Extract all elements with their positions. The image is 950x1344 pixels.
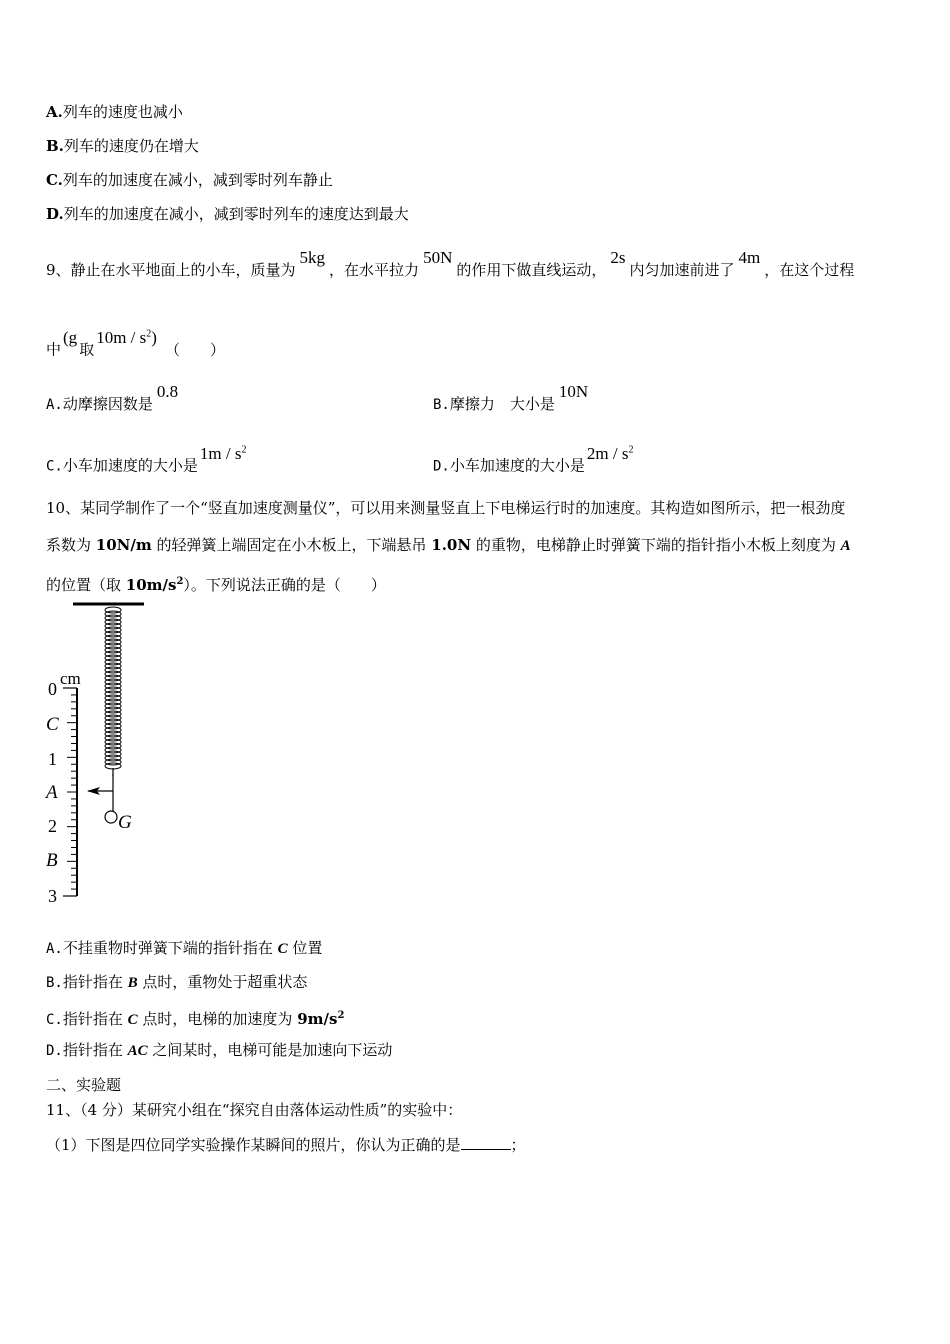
q9-g-exp: 2	[146, 328, 152, 339]
option-math	[200, 444, 247, 463]
option-letter: B.	[433, 397, 450, 413]
q10-stem-line1	[46, 498, 845, 518]
q9-option-a	[46, 382, 182, 415]
q10-option-c	[46, 1006, 344, 1030]
option-math-exp: 2	[241, 444, 247, 455]
q9-option-b	[433, 382, 592, 415]
ruler-minor-ticks	[67, 695, 77, 889]
option-letter: D.	[46, 1043, 63, 1059]
q10-text: ）。下列说法正确的是（ ）	[183, 576, 386, 594]
ruler-tick-3: 3	[48, 886, 57, 906]
option-math-exp: 2	[628, 444, 634, 455]
q9-text: 的作用下做直线运动，	[456, 261, 607, 279]
q9-answer-paren: （ ）	[164, 340, 225, 359]
ruler-unit: cm	[60, 669, 81, 688]
q10-option-a	[46, 938, 322, 959]
q9-g: (g	[63, 327, 78, 347]
q11-sub1	[46, 1135, 526, 1155]
q10-stem-line3	[46, 572, 386, 595]
q9-time: 2s	[610, 248, 626, 267]
answer-blank[interactable]	[461, 1135, 511, 1150]
option-letter: C.	[46, 1012, 63, 1028]
spring-coil	[105, 607, 121, 776]
option-text: 动摩擦因数是	[62, 395, 153, 413]
option-letter: A.	[46, 397, 63, 413]
option-text: 指针指在	[62, 973, 128, 991]
q8-option-c	[46, 170, 333, 190]
q9-text: ，在这个过程	[764, 261, 855, 279]
weight-label: G	[118, 812, 132, 833]
option-math-text: 2m / s	[586, 443, 629, 463]
q9-paren: )	[151, 327, 157, 347]
option-text: 小车加速度的大小是	[62, 456, 198, 475]
ruler-tick-1: 1	[48, 749, 57, 769]
q9-option-d	[433, 443, 637, 477]
option-letter: C.	[46, 458, 63, 475]
q10-stem-line2	[46, 535, 851, 556]
option-letter: A.	[46, 103, 63, 121]
q10-text: 的轻弹簧上端固定在小木板上，下端悬吊	[151, 536, 432, 554]
q11-sub1-text: （1）下图是四位同学实验操作某瞬间的照片，你认为正确的是	[46, 1136, 461, 1154]
option-text: 不挂重物时弹簧下端的指针指在	[62, 939, 278, 957]
ruler-tick-0: 0	[48, 679, 57, 699]
section-title: 二、实验题	[46, 1076, 122, 1094]
q10-spring-constant: 10N/m	[95, 536, 152, 554]
option-text: 指针指在	[62, 1010, 128, 1028]
q10-option-b	[46, 972, 307, 993]
q10-point-a: A	[840, 538, 851, 554]
option-text: 点时，重物处于超重状态	[137, 973, 308, 991]
q10-text: 的位置（取	[46, 576, 126, 594]
q9-g-value-text: 10m / s	[96, 327, 147, 347]
option-math	[587, 444, 634, 463]
q10-text: 10、某同学制作了一个“竖直加速度测量仪”，可以用来测量竖直上下电梯运行时的加速度。其构造如图所示，把一根劲度	[46, 499, 846, 517]
q9-g-value	[96, 328, 157, 347]
q9-text: 取	[79, 340, 95, 359]
q8-option-d	[46, 204, 409, 224]
q11-sub1-end: ；	[510, 1136, 526, 1154]
q9-distance: 4m	[738, 248, 761, 267]
option-text: 位置	[287, 939, 323, 957]
option-letter: D.	[433, 458, 450, 475]
option-text: 摩擦力 大小是	[449, 395, 555, 413]
option-letter: D.	[46, 205, 64, 223]
option-text: 小车加速度的大小是	[449, 456, 585, 475]
q9-text: 9、静止在水平地面上的小车，质量为	[46, 261, 296, 279]
option-math: 10N	[558, 382, 589, 401]
q10-weight: 1.0N	[431, 536, 472, 554]
weight-ball	[105, 811, 117, 823]
q10-g-value: 10m/s	[125, 576, 177, 594]
q9-text: ，在水平拉力	[329, 261, 420, 279]
q9-stem-line1	[46, 248, 904, 280]
q11-stem: 11、（4 分）某研究小组在“探究自由落体运动性质”的实验中：	[46, 1101, 463, 1119]
option-point: AC	[127, 1043, 148, 1059]
option-accel-value: 9m/s	[297, 1010, 338, 1028]
q10-g	[126, 576, 184, 594]
q10-text: 的重物，电梯静止时弹簧下端的指针指小木板上刻度为	[471, 536, 841, 554]
option-text: 之间某时，电梯可能是加速向下运动	[147, 1041, 393, 1059]
option-letter: B.	[46, 975, 63, 991]
option-text: 列车的加速度在减小，减到零时列车静止	[62, 171, 333, 189]
option-point: C	[277, 941, 288, 957]
ruler-tick-c: C	[46, 714, 59, 735]
q10-g-exp: 2	[176, 576, 184, 587]
q10-text: 系数为	[46, 536, 96, 554]
q8-option-a	[46, 102, 183, 122]
q9-text: 内匀加速前进了	[629, 261, 735, 279]
q9-option-c	[46, 443, 250, 477]
option-text: 列车的速度仍在增大	[63, 137, 199, 155]
option-letter: B.	[46, 137, 64, 155]
q9-text: 中	[46, 340, 62, 359]
option-text: 指针指在	[62, 1041, 128, 1059]
q8-option-b	[46, 136, 199, 156]
option-accel	[297, 1010, 344, 1028]
option-point: B	[127, 975, 138, 991]
q9-force: 50N	[423, 248, 453, 267]
option-math-text: 1m / s	[199, 443, 242, 463]
spring-scale-figure	[40, 598, 170, 914]
ruler-tick-2: 2	[48, 816, 57, 836]
q9-stem-line2	[46, 327, 225, 360]
option-accel-exp: 2	[337, 1010, 345, 1021]
option-text: 列车的加速度在减小，减到零时列车的速度达到最大	[63, 205, 409, 223]
option-letter: C.	[46, 171, 63, 189]
option-point: C	[127, 1012, 138, 1028]
option-text: 点时，电梯的加速度为	[137, 1010, 298, 1028]
option-letter: A.	[46, 941, 63, 957]
ruler-tick-a: A	[46, 782, 58, 803]
q10-option-d	[46, 1040, 392, 1061]
option-math: 0.8	[156, 382, 179, 401]
q9-mass: 5kg	[299, 248, 326, 267]
ruler-tick-b: B	[46, 850, 58, 871]
option-text: 列车的速度也减小	[62, 103, 183, 121]
